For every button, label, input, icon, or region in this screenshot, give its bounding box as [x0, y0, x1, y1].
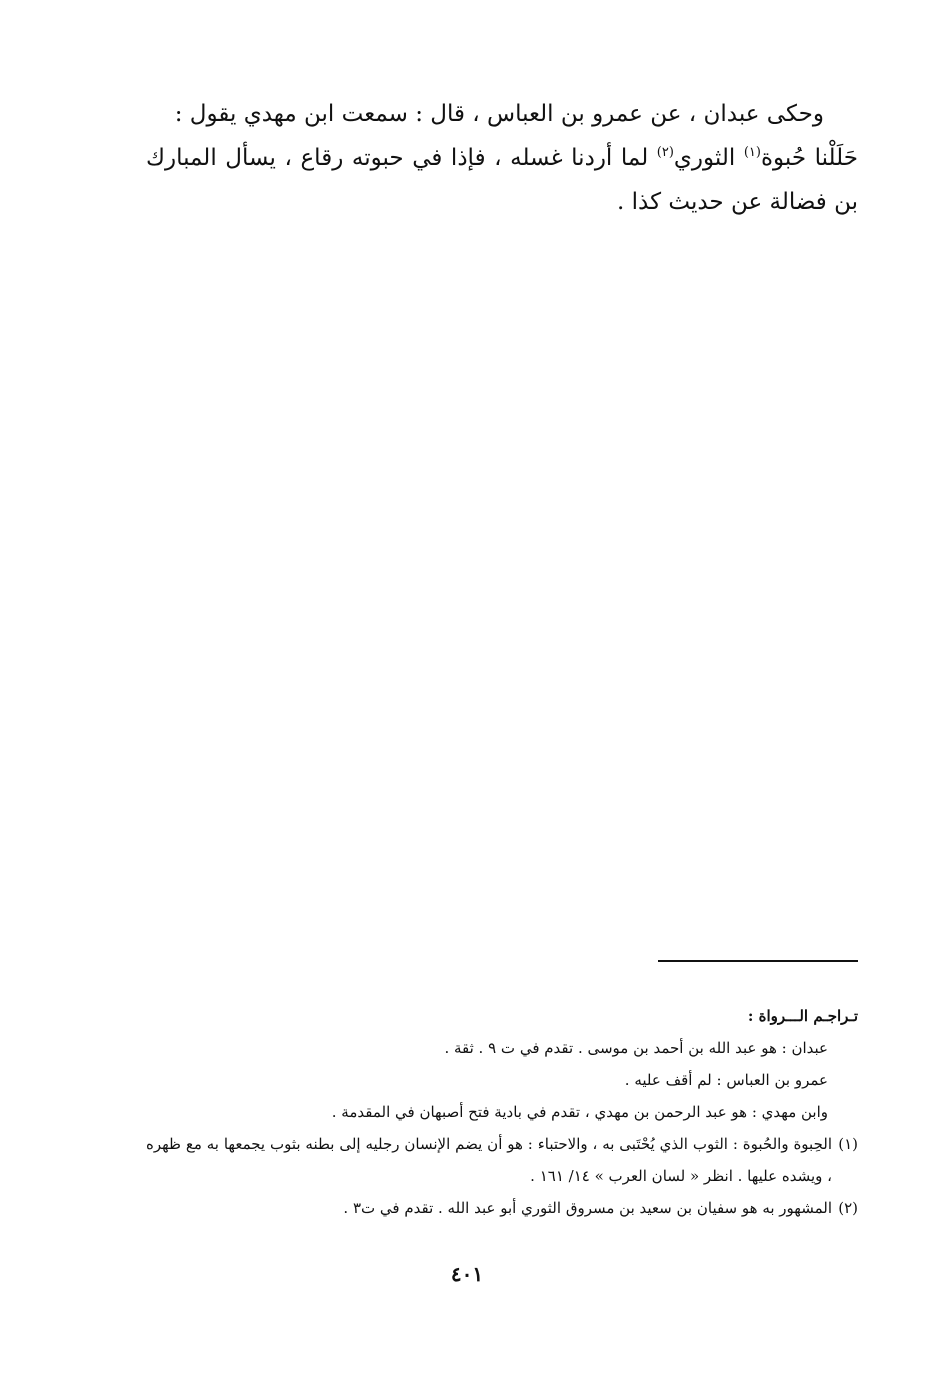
footnote-separator	[658, 960, 858, 962]
narrators-heading: تـراجـم الـــرواة :	[747, 1007, 858, 1025]
main-text	[146, 92, 858, 224]
narrator-bio-abdan: عبدان : هو عبد الله بن أحمد بن موسى . تقدم في ت ٩ . ثقة .	[444, 1039, 828, 1057]
main-text-segment-3: لما أردنا غسله ، فإذا في حبوته رقاع ، يسأل المبارك بن فضالة عن حديث كذا .	[146, 145, 858, 215]
narrator-bio-ibn-mahdi: وابن مهدي : هو عبد الرحمن بن مهدي ، تقدم في بادية فتح أصبهان في المقدمة .	[331, 1103, 828, 1121]
footnote-ref-1[interactable]: (١)	[743, 145, 761, 160]
main-paragraph-line-1: وحكى عبدان ، عن عمرو بن العباس ، قال : سمعت ابن مهدي يقول :	[174, 101, 824, 127]
footnote-ref-2[interactable]: (٢)	[656, 145, 674, 160]
footnote-1-number: (١)	[838, 1135, 858, 1153]
main-paragraph	[146, 136, 858, 224]
main-text-segment-1: حَلَلْنا حُبوة	[760, 145, 859, 171]
main-text-segment-2: الثوري	[673, 145, 744, 171]
footnote-1	[146, 1128, 858, 1192]
page-number: ٤٠١	[450, 1262, 484, 1286]
footnote-2-text: المشهور به هو سفيان بن سعيد بن مسروق الثوري أبو عبد الله . تقدم في ت٣ .	[343, 1199, 832, 1217]
footnotes-section	[146, 1000, 858, 1224]
narrator-bio-amr: عمرو بن العباس : لم أقف عليه .	[624, 1071, 828, 1089]
footnote-1-text: الحِبوة والحُبوة : الثوب الذي يُحْتَبى به ، والاحتباء : هو أن يضم الإنسان رجليه إلى بطنه بثوب يجمعها به مع ظهره ، ويشده عليها . انظر « لسان العرب » ١٤/ ١٦١ .	[146, 1135, 832, 1185]
footnote-2	[146, 1192, 858, 1224]
footnote-2-number: (٢)	[838, 1199, 858, 1217]
